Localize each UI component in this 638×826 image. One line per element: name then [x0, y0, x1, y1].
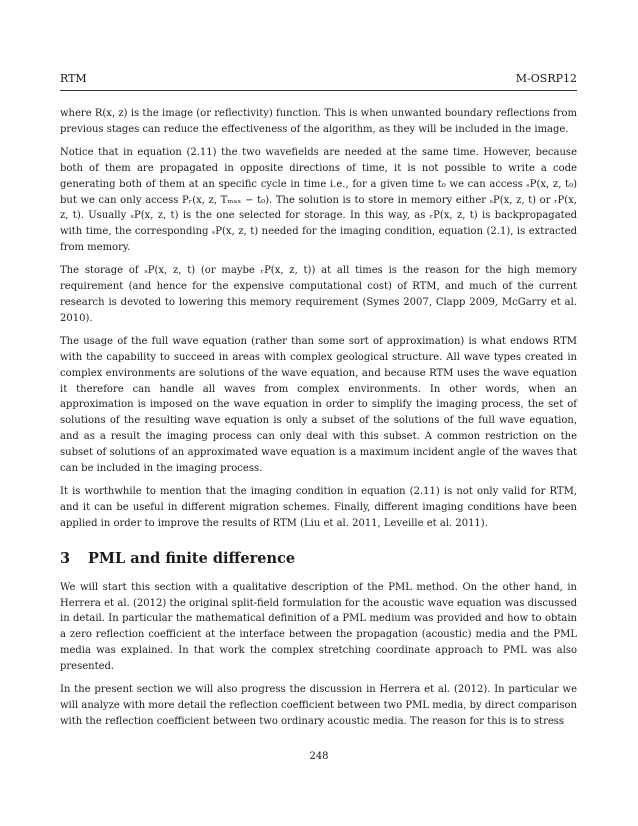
- page-body: [60, 106, 577, 737]
- header-right: M-OSRP12: [515, 72, 577, 85]
- section-heading: [60, 550, 577, 567]
- page-number: 248: [309, 751, 329, 762]
- header-rule: [60, 90, 577, 91]
- header-left: RTM: [60, 72, 87, 85]
- paragraph: We will start this section with a qualitative description of the PML method. On the other hand, in Herrera et al. (2012) the original split-field formulation for the acoustic wave equation was discussed in detail. In particular the mathematical definition of a PML medium was provided and how to obtain a zero reflection coefficient at the interface between the propagation (acoustic) media and the PML media was explained. In that work the complex stretching coordinate approach to PML was also presented.: [60, 581, 577, 673]
- paragraph: Notice that in equation (2.11) the two wavefields are needed at the same time. However, because both of them are propagated in opposite directions of time, it is not possible to write a code generating both of them at an specific cycle in time i.e., for a given time t₀ we can access ₛP(x, z, t₀) but we can only access Pᵣ(x, z, Tₘₐₓ − t₀). The solution is to store in memory either ₛP(x, z, t) or ᵣP(x, z, t). Usually ₛP(x, z, t) is the one selected for storage. In this way, as ᵣP(x, z, t) is backpropagated with time, the corresponding ₛP(x, z, t) needed for the imaging condition, equation (2.1), is extracted from memory.: [60, 146, 577, 254]
- paragraph: In the present section we will also progress the discussion in Herrera et al. (2012). In particular we will analyze with more detail the reflection coefficient between two PML media, by direct comparison with the reflection coefficient between two ordinary acoustic media. The reason for this is to stress: [60, 684, 577, 727]
- paragraph: The storage of ₛP(x, z, t) (or maybe ᵣP(x, z, t)) at all times is the reason for the high memory requirement (and hence for the expensive computational cost) of RTM, and much of the current research is devoted to lowering this memory requirement (Symes 2007, Clapp 2009, McGarry et al. 2010).: [60, 265, 577, 324]
- paragraph: where R(x, z) is the image (or reflectivity) function. This is when unwanted boundary reflections from previous stages can reduce the effectiveness of the algorithm, as they will be included in the image.: [60, 108, 577, 135]
- section-title: PML and finite difference: [88, 549, 296, 567]
- paragraph: It is worthwhile to mention that the imaging condition in equation (2.11) is not only valid for RTM, and it can be useful in different migration schemes. Finally, different imaging conditions have been applied in order to improve the results of RTM (Liu et al. 2011, Leveille et al. 2011).: [60, 485, 577, 529]
- paragraph: The usage of the full wave equation (rather than some sort of approximation) is what endows RTM with the capability to succeed in areas with complex geological structure. All wave types created in complex environments are solutions of the wave equation, and because RTM uses the wave equation it therefore can handle all waves from complex environments. In other words, when an approximation is imposed on the wave equation in order to simplify the imaging process, the set of solutions of the resulting wave equation is only a subset of the solutions of the full wave equation, and as a result the imaging process can only deal with this subset. A common restriction on the subset of solutions of an approximated wave equation is a maximum incident angle of the waves that can be included in the imaging process.: [60, 335, 577, 475]
- section-number: 3: [60, 549, 71, 567]
- running-header: [60, 72, 577, 88]
